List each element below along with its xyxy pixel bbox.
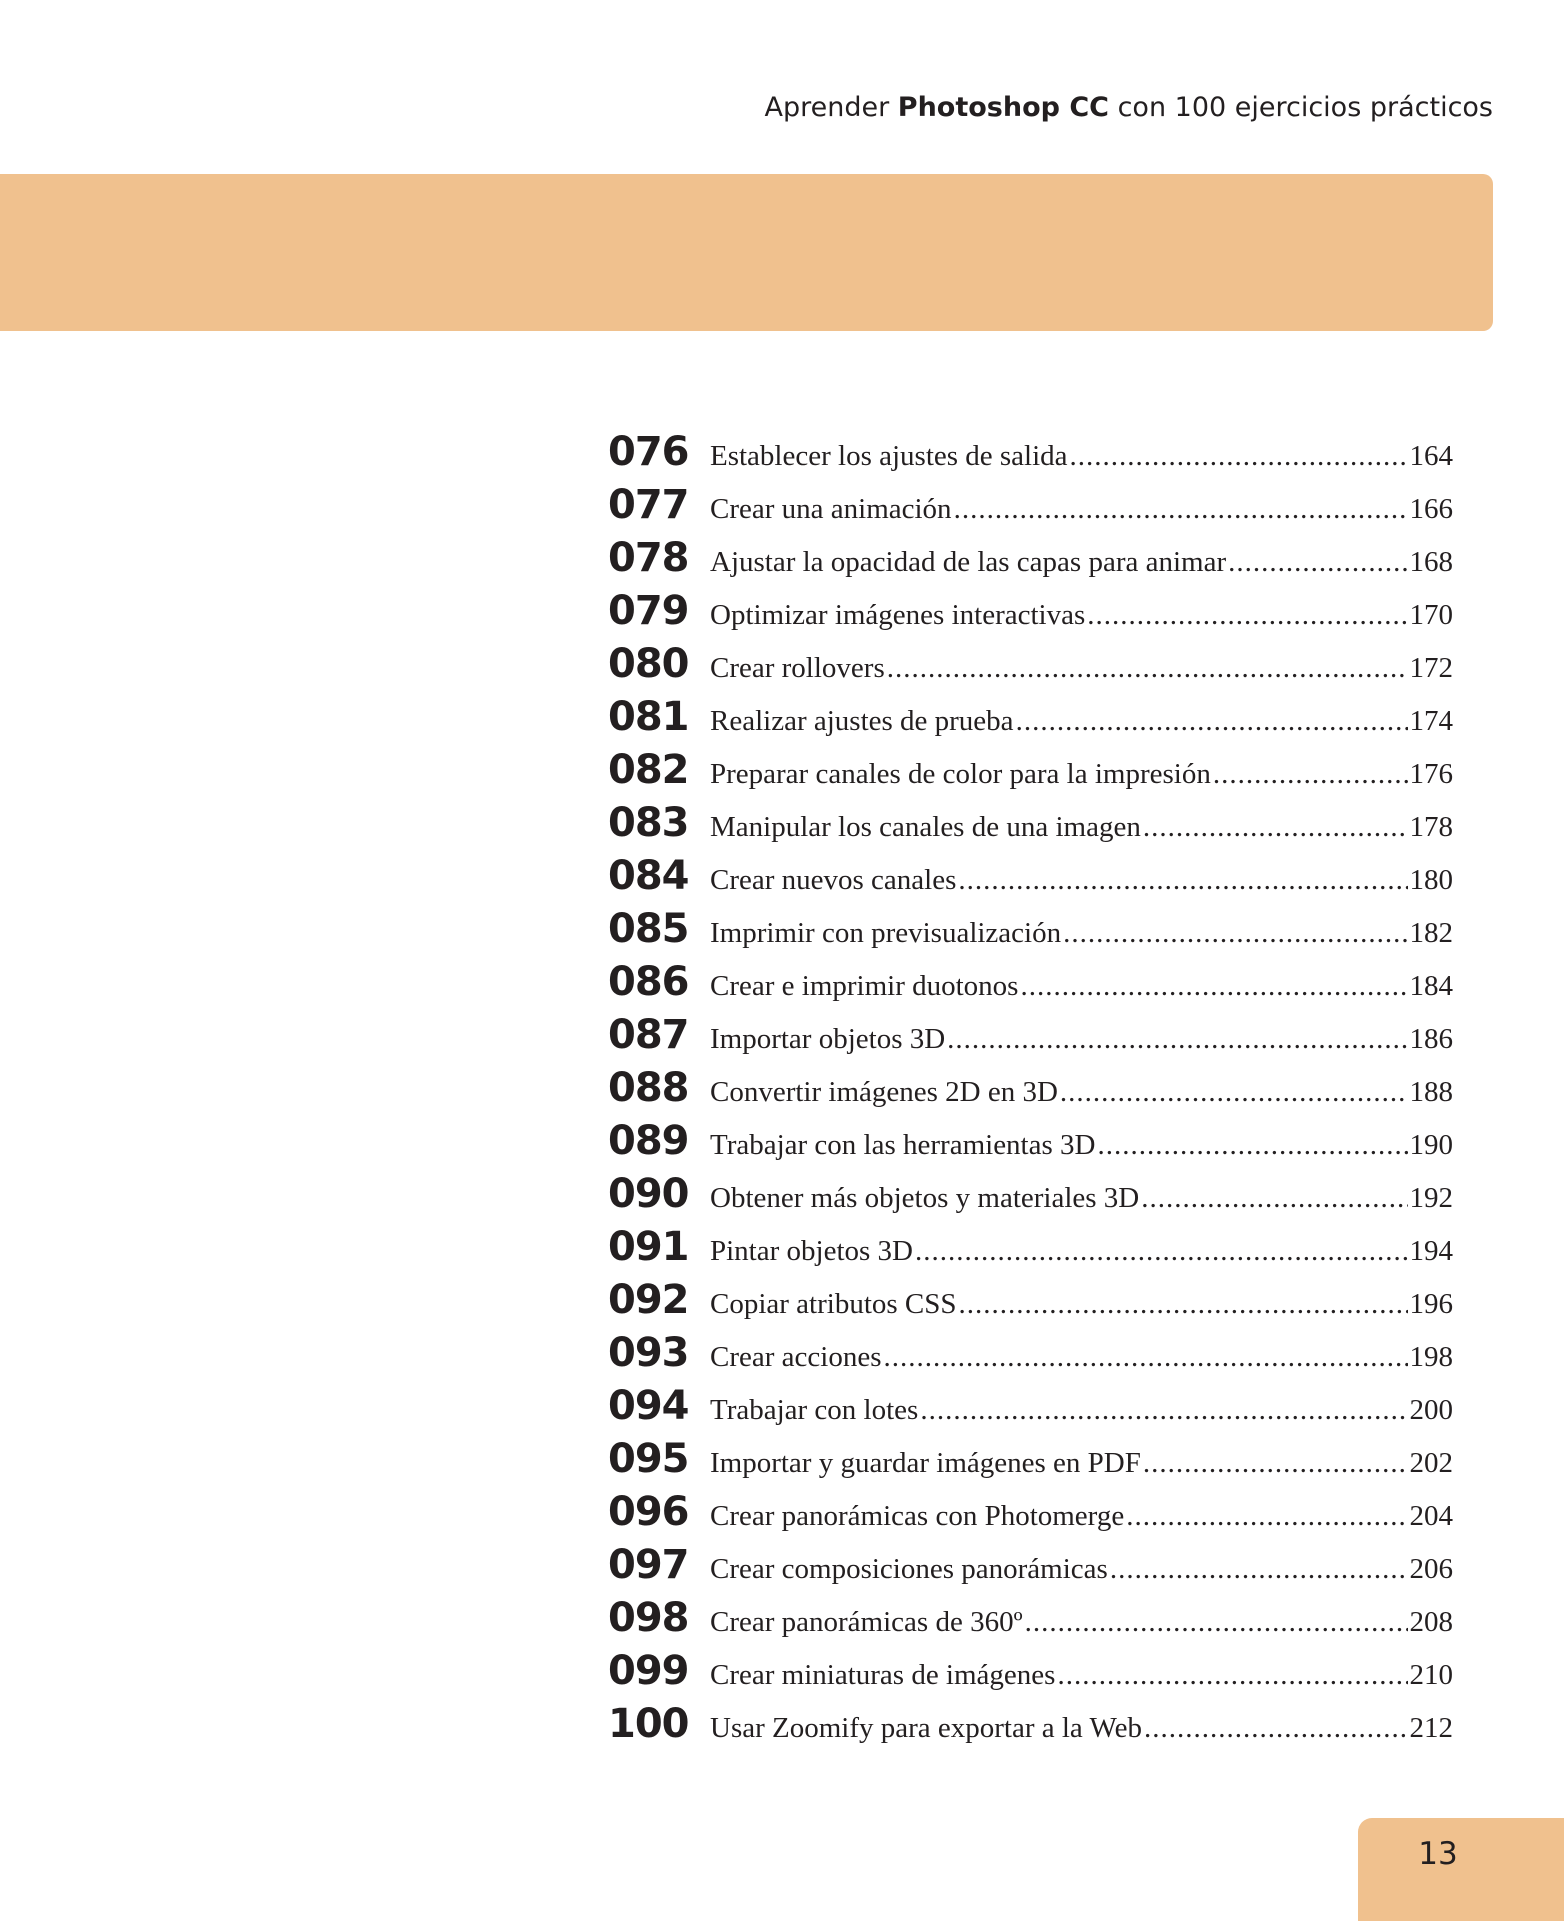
toc-dot-leader [1020,970,1407,1003]
toc-entry-title-group [710,864,1410,897]
toc-entry-title: Ajustar la opacidad de las capas para animar [710,546,1227,578]
toc-entry[interactable] [608,1436,1453,1489]
toc-entry-title-group [710,1659,1410,1692]
toc-entry-number: 085 [608,906,689,952]
toc-entry-title-group [710,1023,1410,1056]
toc-entry-title: Preparar canales de color para la impresión [710,758,1211,790]
toc-entry-page: 210 [1409,1659,1453,1691]
toc-entry-page: 192 [1409,1182,1453,1214]
toc-entry-number: 100 [608,1701,689,1747]
toc-entry-number: 076 [608,429,689,475]
toc-entry-page: 168 [1409,546,1453,578]
toc-entry[interactable] [608,1224,1453,1277]
toc-entry-title-group [710,1447,1410,1480]
toc-entry-number: 088 [608,1065,689,1111]
toc-entry-page: 206 [1409,1553,1453,1585]
toc-dot-leader [883,1341,1407,1374]
toc-entry-title: Importar y guardar imágenes en PDF [710,1447,1141,1479]
toc-dot-leader [959,1288,1408,1321]
toc-dot-leader [1143,811,1408,844]
toc-entry-page: 176 [1409,758,1453,790]
toc-entry-title: Trabajar con las herramientas 3D [710,1129,1096,1161]
toc-entry-number: 086 [608,959,689,1005]
toc-entry-title-group [710,917,1410,950]
toc-entry[interactable] [608,1118,1453,1171]
toc-entry-title: Crear panorámicas de 360º [710,1606,1023,1638]
running-header [765,92,1494,123]
header-prefix: Aprender [764,92,898,123]
toc-entry-title: Obtener más objetos y materiales 3D [710,1182,1140,1214]
toc-entry[interactable] [608,1383,1453,1436]
toc-entry[interactable] [608,1648,1453,1701]
toc-dot-leader [1141,1182,1407,1215]
toc-dot-leader [1070,440,1408,473]
toc-dot-leader [1126,1500,1407,1533]
toc-dot-leader [1087,599,1407,632]
toc-entry-title-group [710,1235,1410,1268]
toc-entry-number: 083 [608,800,689,846]
toc-entry-number: 094 [608,1383,689,1429]
toc-entry-title: Crear miniaturas de imágenes [710,1659,1056,1691]
toc-entry-number: 080 [608,641,689,687]
toc-entry-number: 092 [608,1277,689,1323]
toc-entry-page: 180 [1409,864,1453,896]
toc-entry-title: Establecer los ajustes de salida [710,440,1068,472]
toc-entry[interactable] [608,800,1453,853]
toc-dot-leader [1016,705,1408,738]
toc-entry-title: Trabajar con lotes [710,1394,919,1426]
toc-entry[interactable] [608,1595,1453,1648]
toc-entry[interactable] [608,1277,1453,1330]
toc-entry-title: Crear panorámicas con Photomerge [710,1500,1125,1532]
toc-entry-page: 178 [1409,811,1453,843]
toc-entry-title: Crear rollovers [710,652,885,684]
toc-entry[interactable] [608,1542,1453,1595]
toc-entry-title-group [710,652,1410,685]
toc-entry-title: Usar Zoomify para exportar a la Web [710,1712,1142,1744]
toc-entry-title-group [710,1341,1410,1374]
toc-entry-title: Crear nuevos canales [710,864,957,896]
toc-entry[interactable] [608,853,1453,906]
toc-entry-title: Importar objetos 3D [710,1023,946,1055]
toc-dot-leader [1025,1606,1408,1639]
toc-entry[interactable] [608,535,1453,588]
toc-entry-number: 096 [608,1489,689,1535]
toc-entry-title-group [710,705,1410,738]
toc-entry-number: 097 [608,1542,689,1588]
toc-entry-number: 079 [608,588,689,634]
toc-entry-number: 089 [608,1118,689,1164]
toc-entry-title: Crear una animación [710,493,952,525]
toc-entry-title-group [710,546,1410,579]
toc-dot-leader [1063,917,1407,950]
toc-entry-number: 090 [608,1171,689,1217]
toc-entry-title-group [710,440,1410,473]
toc-entry-page: 204 [1409,1500,1453,1532]
toc-dot-leader [947,1023,1407,1056]
toc-entry-page: 200 [1409,1394,1453,1426]
toc-entry-title-group [710,811,1410,844]
header-book-title: Photoshop CC [897,92,1109,123]
toc-entry-title: Crear e imprimir duotonos [710,970,1019,1002]
page-number: 13 [1418,1836,1458,1872]
toc-entry-title-group [710,599,1410,632]
toc-entry-page: 186 [1409,1023,1453,1055]
toc-entry-page: 208 [1409,1606,1453,1638]
toc-dot-leader [915,1235,1408,1268]
toc-entry-number: 091 [608,1224,689,1270]
toc-dot-leader [1143,1447,1408,1480]
toc-entry-title-group [710,1288,1410,1321]
toc-entry[interactable] [608,482,1453,535]
toc-dot-leader [1097,1129,1407,1162]
toc-dot-leader [958,864,1407,897]
toc-entry-title: Pintar objetos 3D [710,1235,913,1267]
toc-dot-leader [1057,1659,1407,1692]
toc-entry-title: Copiar atributos CSS [710,1288,957,1320]
toc-entry-title-group [710,1553,1410,1586]
toc-entry-page: 198 [1409,1341,1453,1373]
toc-entry-page: 166 [1409,493,1453,525]
toc-entry-title: Imprimir con previsualización [710,917,1062,949]
toc-dot-leader [1110,1553,1408,1586]
toc-entry-title-group [710,1500,1410,1533]
toc-entry-number: 082 [608,747,689,793]
toc-entry-page: 172 [1409,652,1453,684]
toc-entry-number: 081 [608,694,689,740]
toc-entry-title-group [710,1182,1410,1215]
toc-entry-number: 099 [608,1648,689,1694]
toc-entry-page: 202 [1409,1447,1453,1479]
toc-entry-title: Manipular los canales de una imagen [710,811,1141,843]
toc-entry-number: 093 [608,1330,689,1376]
toc-dot-leader [920,1394,1407,1427]
toc-entry-page: 188 [1409,1076,1453,1108]
toc-entry-page: 164 [1409,440,1453,472]
toc-entry-number: 095 [608,1436,689,1482]
header-color-band [0,174,1493,331]
toc-entry-page: 174 [1409,705,1453,737]
toc-entry-title: Convertir imágenes 2D en 3D [710,1076,1058,1108]
toc-entry-title: Crear composiciones panorámicas [710,1553,1108,1585]
toc-entry-title-group [710,1712,1410,1745]
toc-entry-number: 084 [608,853,689,899]
header-suffix: con 100 ejercicios prácticos [1109,92,1493,123]
toc-dot-leader [1228,546,1407,579]
toc-entry-title-group [710,970,1410,1003]
toc-entry-title: Optimizar imágenes interactivas [710,599,1086,631]
toc-entry-page: 212 [1409,1712,1453,1744]
toc-entry-page: 170 [1409,599,1453,631]
toc-dot-leader [1060,1076,1408,1109]
toc-entry[interactable] [608,1489,1453,1542]
toc-entry-page: 190 [1409,1129,1453,1161]
toc-dot-leader [1213,758,1408,791]
toc-entry[interactable] [608,694,1453,747]
toc-entry-title-group [710,1129,1410,1162]
toc-entry-title-group [710,493,1410,526]
toc-entry[interactable] [608,641,1453,694]
toc-entry[interactable] [608,1012,1453,1065]
toc-entry-title: Crear acciones [710,1341,882,1373]
toc-entry-page: 182 [1409,917,1453,949]
toc-entry[interactable] [608,959,1453,1012]
toc-entry[interactable] [608,429,1453,482]
table-of-contents [608,429,1453,1754]
toc-entry[interactable] [608,1330,1453,1383]
toc-entry-title-group [710,1606,1410,1639]
toc-entry-number: 077 [608,482,689,528]
toc-entry-title-group [710,1076,1410,1109]
toc-entry[interactable] [608,1701,1453,1754]
toc-entry[interactable] [608,588,1453,641]
toc-entry-page: 196 [1409,1288,1453,1320]
toc-entry-number: 087 [608,1012,689,1058]
toc-entry-title-group [710,758,1410,791]
toc-dot-leader [887,652,1408,685]
toc-entry[interactable] [608,1065,1453,1118]
toc-entry[interactable] [608,747,1453,800]
toc-entry-page: 194 [1409,1235,1453,1267]
toc-entry-page: 184 [1409,970,1453,1002]
toc-entry[interactable] [608,906,1453,959]
toc-entry-number: 098 [608,1595,689,1641]
toc-entry-title-group [710,1394,1410,1427]
page-number-tab [1358,1818,1564,1921]
toc-entry[interactable] [608,1171,1453,1224]
toc-entry-number: 078 [608,535,689,581]
toc-entry-title: Realizar ajustes de prueba [710,705,1014,737]
toc-dot-leader [1144,1712,1408,1745]
toc-dot-leader [954,493,1408,526]
